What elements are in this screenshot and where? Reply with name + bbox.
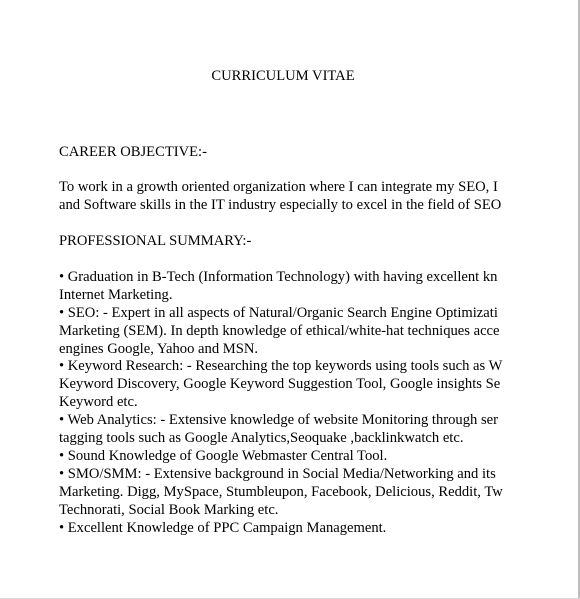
document-title: CURRICULUM VITAE [211, 68, 355, 84]
summary-line: • Web Analytics: - Extensive knowledge of website Monitoring through ser [59, 412, 498, 428]
summary-line: tagging tools such as Google Analytics,Seoquake ,backlinkwatch etc. [59, 430, 464, 446]
career-objective-line: To work in a growth oriented organization where I can integrate my SEO, I [59, 179, 498, 195]
summary-line: • SMO/SMM: - Extensive background in Social Media/Networking and its [59, 466, 496, 482]
career-objective-heading: CAREER OBJECTIVE:- [59, 144, 207, 160]
summary-line: Marketing (SEM). In depth knowledge of ethical/white-hat techniques acce [59, 323, 500, 339]
summary-line: • Keyword Research: - Researching the top keywords using tools such as W [59, 358, 503, 374]
summary-line: engines Google, Yahoo and MSN. [59, 341, 259, 357]
career-objective-line: and Software skills in the IT industry especially to excel in the field of SEO [59, 197, 502, 213]
summary-line: • SEO: - Expert in all aspects of Natural/Organic Search Engine Optimizati [59, 305, 498, 321]
professional-summary-heading: PROFESSIONAL SUMMARY:- [59, 233, 252, 249]
summary-line: • Sound Knowledge of Google Webmaster Central Tool. [59, 448, 388, 464]
summary-line: Internet Marketing. [59, 287, 173, 303]
summary-line: • Graduation in B-Tech (Information Technology) with having excellent kn [59, 269, 498, 285]
summary-line: • Excellent Knowledge of PPC Campaign Management. [59, 520, 387, 536]
summary-line: Keyword etc. [59, 394, 138, 410]
summary-line: Marketing. Digg, MySpace, Stumbleupon, Facebook, Delicious, Reddit, Tw [59, 484, 503, 500]
summary-line: Keyword Discovery, Google Keyword Suggestion Tool, Google insights Se [59, 376, 501, 392]
summary-line: Technorati, Social Book Marking etc. [59, 502, 279, 518]
